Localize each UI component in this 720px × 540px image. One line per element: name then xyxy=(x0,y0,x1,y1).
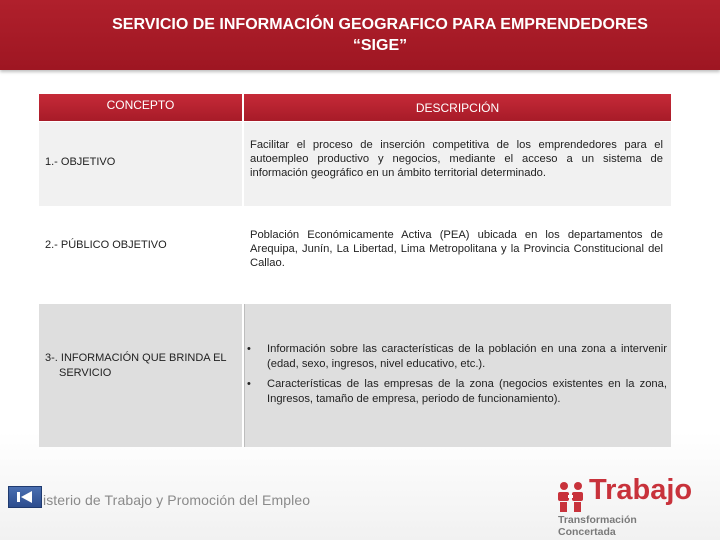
concept-cell xyxy=(39,304,242,447)
concept-label: 1.- OBJETIVO xyxy=(45,156,116,168)
page-title xyxy=(40,14,720,56)
concept-label-line2: SERVICIO xyxy=(59,367,112,379)
bullet-text: Información sobre las características de la población en una zona a intervenir (edad, sexo, ingresos, nivel educativo, etc.). xyxy=(267,343,667,370)
concept-cell xyxy=(39,122,242,206)
concept-label-line1: 3-. INFORMACIÓN QUE BRINDA EL xyxy=(45,352,227,364)
page-title-line1: SERVICIO DE INFORMACIÓN GEOGRAFICO PARA EMPRENDEDORES xyxy=(112,16,648,33)
header-descripcion: DESCRIPCIÓN xyxy=(244,94,671,121)
ministry-name: isterio de Trabajo y Promoción del Empleo xyxy=(43,492,311,508)
description-cell xyxy=(244,206,671,304)
header-concepto: CONCEPTO xyxy=(39,94,242,121)
description-cell xyxy=(244,304,671,447)
list-item xyxy=(245,377,667,407)
first-page-icon xyxy=(9,487,41,507)
bullet-icon: • xyxy=(247,343,251,355)
bullet-text: Características de las empresas de la zona (negocios existentes en la zona, Ingresos, tamaño de empresa, periodo de funcionamiento). xyxy=(267,378,667,405)
concept-label: 2.- PÚBLICO OBJETIVO xyxy=(45,239,167,251)
table-row xyxy=(39,304,671,447)
table-header-row xyxy=(39,94,671,121)
concept-cell xyxy=(39,206,242,304)
first-page-button[interactable] xyxy=(8,486,42,508)
list-item xyxy=(245,342,667,372)
page-title-line2: “SIGE” xyxy=(352,37,408,54)
table-row xyxy=(39,122,671,206)
description-cell xyxy=(244,122,671,206)
people-figure-icon xyxy=(555,478,589,514)
description-text: Población Económicamente Activa (PEA) ubicada en los departamentos de Arequipa, Junín, La Libertad, Lima Metropolitana y la Provincia Constitucional del Callao. xyxy=(250,229,663,269)
bullet-icon: • xyxy=(247,378,251,390)
bullet-list xyxy=(245,342,667,412)
table-row xyxy=(39,206,671,304)
logo-tagline: Transformación Concertada xyxy=(558,514,637,538)
logo-word: Trabajo xyxy=(589,474,693,506)
concept-label xyxy=(45,351,227,381)
description-text: Facilitar el proceso de inserción competitiva de los emprendedores para el autoempleo productivo y negocios, mediante el acceso a un sistema de información geográfico en un ámbito territorial determinado. xyxy=(250,139,663,179)
trabajo-logo xyxy=(555,474,695,538)
